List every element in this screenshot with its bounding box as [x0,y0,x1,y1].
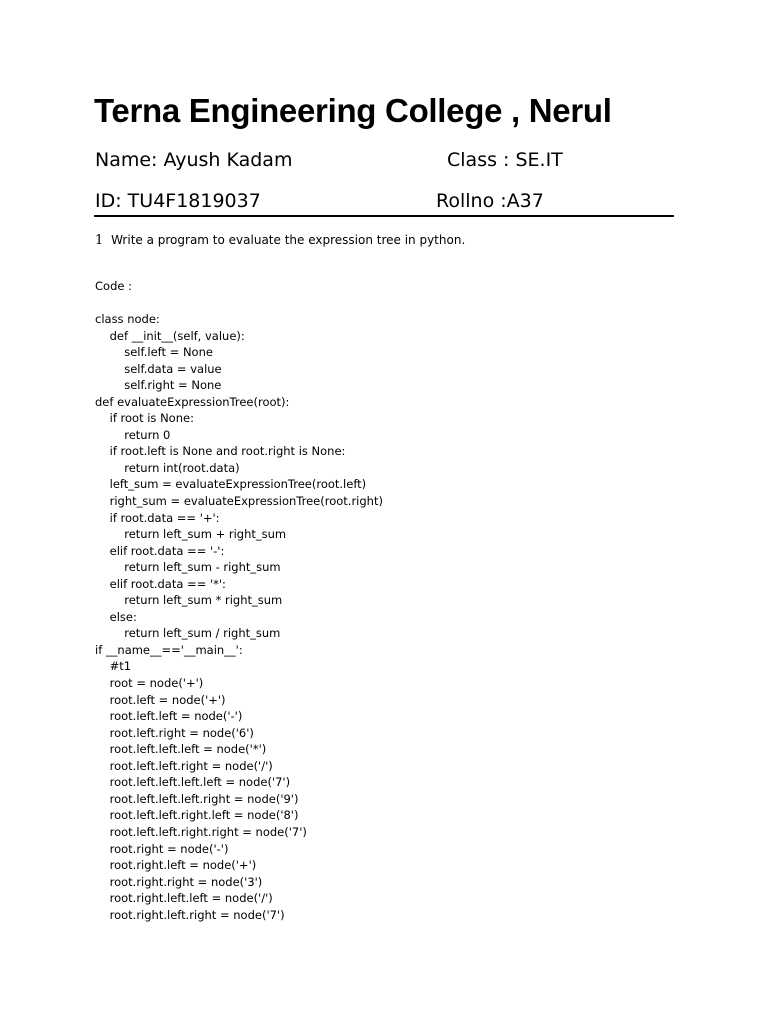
code-line: if root is None: [95,411,194,426]
page-title: Terna Engineering College , Nerul [94,92,612,129]
question-text: Write a program to evaluate the expression tree in python. [111,233,466,247]
student-class: Class : SE.IT [447,149,563,171]
code-line: root.left.left.right.left = node('8') [95,808,299,823]
code-line: return left_sum / right_sum [95,626,281,641]
student-rollno: Rollno :A37 [436,190,544,212]
code-block [95,311,383,923]
code-line: root.left.left.left = node('*') [95,742,267,757]
code-line: class node: [95,312,160,326]
code-line: return 0 [95,427,171,442]
code-line: root = node('+') [95,676,204,691]
code-line: self.left = None [95,345,213,360]
code-line: self.right = None [95,378,222,393]
code-line: root.right = node('-') [95,841,229,856]
code-line: #t1 [95,659,132,674]
code-line: if root.data == '+': [95,510,220,525]
code-line: root.left.left.left.right = node('9') [95,791,299,806]
code-line: def evaluateExpressionTree(root): [95,394,290,409]
code-line: if root.left is None and root.right is None: [95,444,346,459]
code-line: elif root.data == '*': [95,576,226,591]
code-line: self.data = value [95,361,222,376]
code-line: root.left = node('+') [95,692,226,707]
code-line: return left_sum + right_sum [95,527,287,542]
code-line: root.right.right = node('3') [95,874,263,889]
student-id: ID: TU4F1819037 [95,190,261,212]
code-line: root.right.left.right = node('7') [95,907,285,922]
code-line: root.left.left = node('-') [95,709,243,724]
code-line: root.left.right = node('6') [95,725,254,740]
code-line: left_sum = evaluateExpressionTree(root.left) [95,477,367,492]
student-name: Name: Ayush Kadam [95,149,293,171]
code-line: root.right.left = node('+') [95,858,257,873]
code-label: Code : [95,279,132,293]
question-number: 1 [95,233,104,248]
code-line: root.left.left.right.right = node('7') [95,824,307,839]
code-line: return left_sum - right_sum [95,560,281,575]
code-line: return int(root.data) [95,460,240,475]
code-line: root.right.left.left = node('/') [95,891,273,906]
code-line: else: [95,609,137,624]
header-divider [94,215,674,217]
code-line: elif root.data == '-': [95,543,225,558]
code-line: if __name__=='__main__': [95,642,243,657]
code-line: root.left.left.right = node('/') [95,758,273,773]
code-line: def __init__(self, value): [95,328,245,343]
question [95,233,465,248]
code-line: return left_sum * right_sum [95,593,283,608]
code-line: right_sum = evaluateExpressionTree(root.right) [95,494,383,509]
code-line: root.left.left.left.left = node('7') [95,775,291,790]
